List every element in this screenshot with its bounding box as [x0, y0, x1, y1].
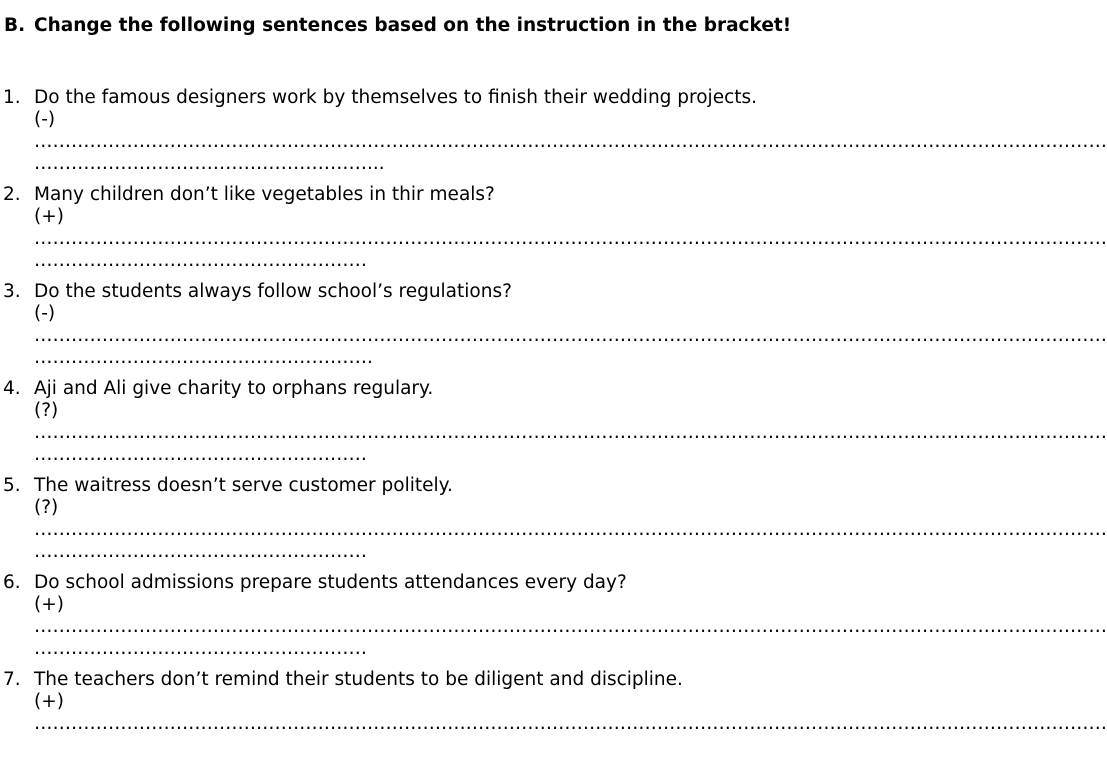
answer-line[interactable]: ………………………………………………	[34, 541, 367, 562]
item-sentence: The waitress doesn’t serve customer politely.	[34, 475, 453, 496]
item-number: 4.	[3, 378, 21, 399]
answer-line[interactable]: ………………………………………………	[34, 250, 367, 271]
exercise-item-7	[0, 669, 1107, 765]
item-sentence: Do the students always follow school’s regulations?	[34, 281, 512, 302]
item-instruction: (?)	[34, 400, 59, 421]
exercise-item-1	[0, 87, 1107, 183]
item-instruction: (+)	[34, 206, 64, 227]
item-instruction: (-)	[34, 303, 56, 324]
answer-line[interactable]: ………………………………………………	[34, 444, 367, 465]
exercise-item-2	[0, 184, 1107, 280]
exercise-item-5	[0, 475, 1107, 571]
item-sentence: Do school admissions prepare students attendances every day?	[34, 572, 627, 593]
answer-line[interactable]: ………………………………………………...	[34, 153, 385, 174]
answer-line[interactable]: …………………………………………………………………………………………………………………………………………………………	[34, 228, 1107, 249]
item-instruction: (+)	[34, 594, 64, 615]
item-number: 1.	[3, 87, 21, 108]
item-number: 7.	[3, 669, 21, 690]
item-sentence: Do the famous designers work by themselves to finish their wedding projects.	[34, 87, 758, 108]
item-sentence: Many children don’t like vegetables in thir meals?	[34, 184, 495, 205]
answer-line[interactable]: …………………………………………………………………………………………………………………………………………………………	[34, 422, 1107, 443]
answer-line[interactable]: …………………………………………………………………………………………………………………………………………………………	[34, 131, 1107, 152]
exercise-item-4	[0, 378, 1107, 474]
item-number: 3.	[3, 281, 21, 302]
item-number: 5.	[3, 475, 21, 496]
exercise-item-6	[0, 572, 1107, 668]
item-sentence: The teachers don’t remind their students to be diligent and discipline.	[34, 669, 683, 690]
answer-line[interactable]: ……………………………………………….	[34, 347, 373, 368]
exercise-item-3	[0, 281, 1107, 377]
item-number: 6.	[3, 572, 21, 593]
answer-line[interactable]: …………………………………………………………………………………………………………………………………………………………	[34, 325, 1107, 346]
answer-line[interactable]: …………………………………………………………………………………………………………………………………………………………	[34, 519, 1107, 540]
item-number: 2.	[3, 184, 21, 205]
item-instruction: (-)	[34, 109, 56, 130]
section-instruction: Change the following sentences based on the instruction in the bracket!	[34, 15, 792, 36]
answer-line[interactable]: ………………………………………………	[34, 638, 367, 659]
answer-line[interactable]: …………………………………………………………………………………………………………………………………………………………	[34, 616, 1107, 637]
section-letter: B.	[4, 15, 26, 36]
item-instruction: (?)	[34, 497, 59, 518]
item-instruction: (+)	[34, 691, 64, 712]
item-sentence: Aji and Ali give charity to orphans regulary.	[34, 378, 434, 399]
answer-line[interactable]: …………………………………………………………………………………………………………………………………………………………	[34, 713, 1107, 734]
